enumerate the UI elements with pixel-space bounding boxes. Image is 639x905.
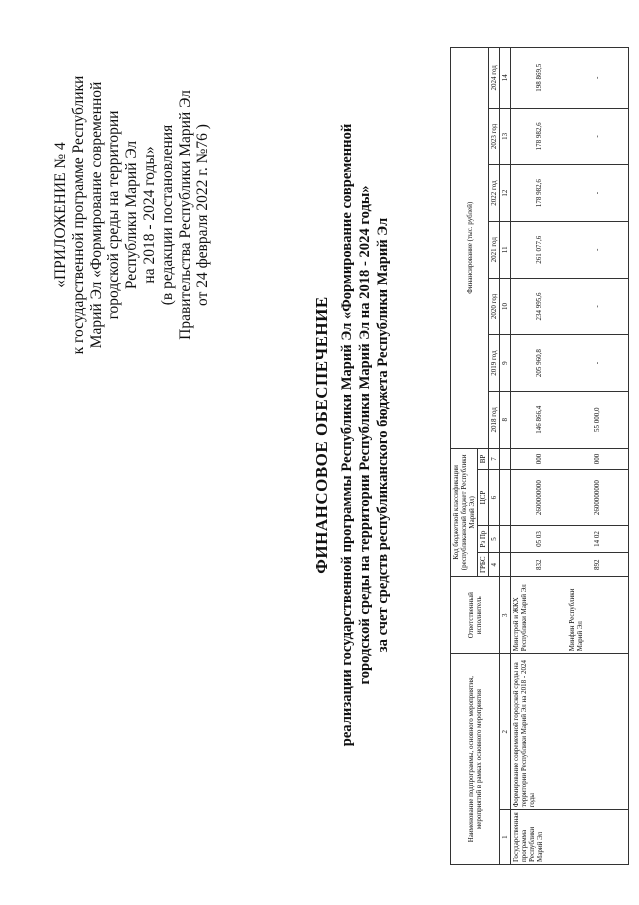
col-number: 13: [500, 108, 511, 165]
title-line: городской среды на территории Республики Марий Эл на 2018 - 2024 годы»: [357, 185, 373, 685]
col-number: 2: [500, 654, 511, 810]
appendix-line: «ПРИЛОЖЕНИЕ № 4: [52, 142, 69, 288]
appendix-line: Марий Эл «Формирование современной: [87, 81, 105, 349]
amount-cell: 261 077,6: [511, 221, 567, 278]
header-year: 2024 год: [489, 48, 500, 109]
header-year: 2020 год: [489, 278, 500, 335]
header-year: 2021 год: [489, 221, 500, 278]
executor: Минстрой и ЖКХ Республики Марий Эл: [511, 577, 567, 654]
csr-value: 2600000000: [511, 470, 567, 525]
grbs-value: 832: [511, 553, 567, 577]
header-name: Наименование подпрограммы, основного мероприятия, мероприятий в рамках основного мероприятия: [451, 654, 500, 865]
header-vr: ВР: [478, 448, 489, 470]
col-number: 11: [500, 221, 511, 278]
table-row: [511, 48, 567, 865]
title-line: за счет средств республиканского бюджета Республики Марий Эл: [375, 217, 391, 653]
column-numbers-row: [500, 48, 511, 865]
header-year: 2022 год: [489, 165, 500, 222]
col-number: 7: [489, 448, 500, 470]
col-number: 8: [500, 391, 511, 448]
amount-cell: -: [567, 221, 629, 278]
amount-cell: -: [567, 48, 629, 109]
appendix-line: городской среды на территории: [105, 110, 123, 320]
col-number: [500, 470, 511, 525]
header-rzpr: Рз Пр: [478, 525, 489, 552]
financing-table: [450, 47, 629, 865]
header-grbs: ГРБС: [478, 553, 489, 577]
col-number: 4: [489, 553, 500, 577]
table-header-row: [451, 48, 478, 865]
col-number: 1: [500, 810, 511, 865]
header-csr: ЦСР: [478, 470, 489, 525]
col-number: 5: [489, 525, 500, 552]
appendix-line: Правительства Республики Марий Эл: [176, 90, 194, 340]
appendix-line: от 24 февраля 2022 г. №76 ): [194, 124, 212, 306]
col-number: 3: [500, 577, 511, 654]
document-title: [312, 115, 392, 755]
col-number: 12: [500, 165, 511, 222]
col-number: 10: [500, 278, 511, 335]
appendix-line: на 2018 - 2024 годы»: [140, 146, 158, 284]
vr-value: 000: [511, 448, 567, 470]
col-number: 6: [489, 470, 500, 525]
amount-cell: 234 995,6: [511, 278, 567, 335]
header-year: 2023 год: [489, 108, 500, 165]
rzpr-value: 14 02: [567, 525, 629, 552]
header-year: 2018 год: [489, 391, 500, 448]
grbs-value: 892: [567, 553, 629, 577]
csr-value: 2600000000: [567, 470, 629, 525]
appendix-line: Республики Марий Эл: [123, 140, 141, 290]
title-line: реализации государственной программы Республики Марий Эл «Формирование современной: [339, 123, 355, 747]
col-number: [500, 448, 511, 470]
col-number: [500, 525, 511, 552]
amount-cell: 55 000,0: [567, 391, 629, 448]
amount-cell: -: [567, 335, 629, 392]
amount-cell: -: [567, 278, 629, 335]
amount-cell: 205 960,8: [511, 335, 567, 392]
amount-cell: -: [567, 165, 629, 222]
col-number: 14: [500, 48, 511, 109]
program-title: Формирование современной городской среды на территории Республики Марий Эл на 2018 - 2024 годы: [511, 654, 629, 810]
col-number: [500, 553, 511, 577]
header-financing: Финансирование (тыс. рублей): [451, 48, 489, 449]
rzpr-value: 05 03: [511, 525, 567, 552]
header-year: 2019 год: [489, 335, 500, 392]
amount-cell: 198 869,5: [511, 48, 567, 109]
header-executor: Ответственный исполнитель: [451, 577, 500, 654]
vr-value: 000: [567, 448, 629, 470]
col-number: 9: [500, 335, 511, 392]
appendix-line: (в редакции постановления: [158, 124, 176, 306]
executor: Минфин Республики Марий Эл: [567, 577, 629, 654]
amount-cell: 178 982,6: [511, 165, 567, 222]
title-main: ФИНАНСОВОЕ ОБЕСПЕЧЕНИЕ: [312, 296, 331, 574]
amount-cell: -: [567, 108, 629, 165]
appendix-line: к государственной программе Республики: [69, 75, 87, 355]
program-name: Государственная программа Республики Марий Эл: [511, 810, 629, 865]
header-budget-code: Код бюджетной классификации (республиканский бюджет Республики Марий Эл): [451, 448, 478, 577]
amount-cell: 146 866,4: [511, 391, 567, 448]
appendix-header: [52, 65, 212, 365]
amount-cell: 178 982,6: [511, 108, 567, 165]
